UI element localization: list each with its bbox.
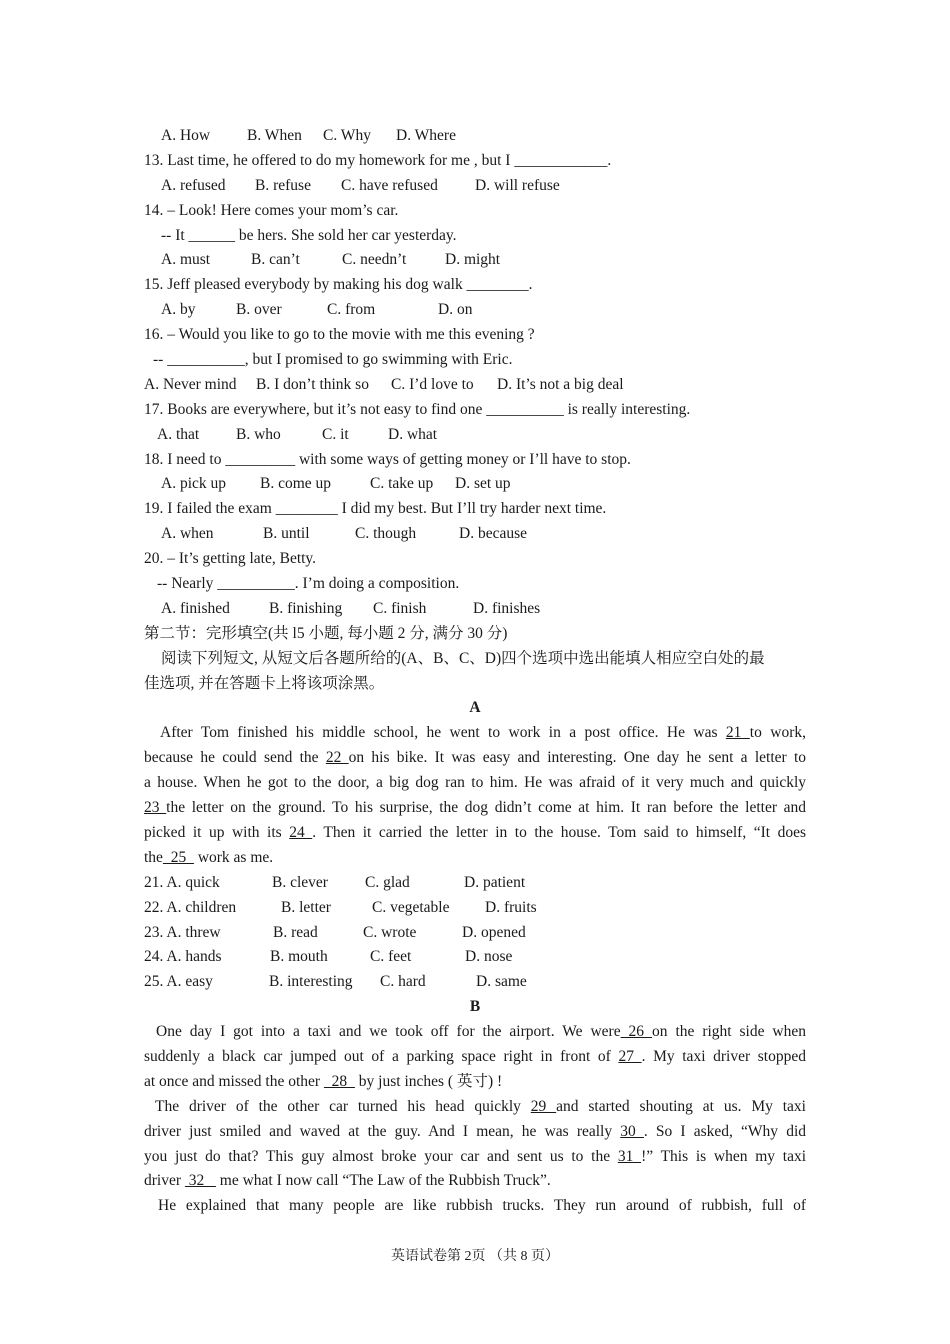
q13-option-c: C. have refused xyxy=(341,176,438,194)
passage-a-line5-rest: . Then it carried the letter in to the house. Tom said to himself, “It does xyxy=(312,823,806,841)
blank-28: 28 xyxy=(323,1072,355,1090)
q12-option-c: C. Why xyxy=(323,127,371,144)
q12-option-b: B. When xyxy=(247,127,302,144)
q12-option-d: D. Where xyxy=(396,127,456,144)
section2-instruction-line1: 阅读下列短文, 从短文后各题所给的(A、B、C、D)四个选项中选出能填人相应空白处的最 xyxy=(161,649,765,667)
passage-b-line4 xyxy=(144,1095,806,1120)
q20-options xyxy=(144,597,806,622)
q17-stem: 17. Books are everywhere, but it’s not easy to find one __________ is really interesting. xyxy=(144,400,691,418)
option-22-b: B. letter xyxy=(281,898,331,916)
passage-b-line4-text: The driver of the other car turned his head quickly xyxy=(155,1097,531,1115)
passage-b-line7-text: driver xyxy=(144,1172,185,1190)
q20-option-c: C. finish xyxy=(373,599,427,617)
q17-options xyxy=(144,423,806,448)
options-23 xyxy=(144,921,806,946)
passage-b-line2-rest: . My taxi driver stopped xyxy=(641,1047,806,1065)
passage-b-line8: He explained that many people are like rubbish trucks. They run around of rubbish, full of xyxy=(158,1197,806,1215)
blank-21: 21 xyxy=(725,724,750,742)
blank-27: 27 xyxy=(618,1047,642,1065)
option-25-d: D. same xyxy=(476,973,527,991)
q13-options xyxy=(144,174,806,199)
q17-option-d: D. what xyxy=(388,425,438,443)
option-25-c: C. hard xyxy=(380,973,426,991)
q19-stem: 19. I failed the exam ________ I did my best. But I’ll try harder next time. xyxy=(144,500,607,518)
passage-b-line6-text: you just do that? This guy almost broke your car and sent us to the xyxy=(144,1147,618,1165)
q20-option-a: A. finished xyxy=(161,599,230,617)
passage-b-line3-rest: by just inches ( 英寸) ! xyxy=(354,1072,503,1090)
q15-option-d: D. on xyxy=(438,301,473,319)
q14-option-b: B. can’t xyxy=(251,251,300,269)
q16-options xyxy=(144,373,806,398)
q20-option-d: D. finishes xyxy=(473,599,541,617)
passage-b-line5-text: driver just smiled and waved at the guy. And I mean, he was really xyxy=(144,1122,621,1140)
option-21-b: B. clever xyxy=(272,873,328,891)
q17-option-c: C. it xyxy=(322,425,349,443)
options-22 xyxy=(144,896,806,921)
q18-option-d: D. set up xyxy=(455,475,511,493)
q16-option-d: D. It’s not a big deal xyxy=(497,375,624,393)
blank-31: 31 xyxy=(617,1147,642,1165)
option-24-b: B. mouth xyxy=(270,948,328,966)
option-24-d: D. nose xyxy=(465,948,513,966)
q16-option-a: A. Never mind xyxy=(144,375,237,393)
passage-b-line6 xyxy=(144,1145,806,1170)
passage-b-heading: B xyxy=(469,998,481,1016)
q15-option-a: A. by xyxy=(161,301,196,319)
passage-b-line5-rest: . So I asked, “Why did xyxy=(643,1122,806,1140)
options-25 xyxy=(144,970,806,995)
blank-29: 29 xyxy=(530,1097,557,1115)
section2-title: 第二节：完形填空(共 l5 小题, 每小题 2 分, 满分 30 分) xyxy=(144,624,508,642)
q15-stem: 15. Jeff pleased everybody by making his dog walk ________. xyxy=(144,276,533,294)
q19-option-a: A. when xyxy=(161,525,214,543)
q14-options xyxy=(144,248,806,273)
q19-option-c: C. though xyxy=(355,525,417,543)
page-footer: 英语试卷第 2页 （共 8 页） xyxy=(391,1249,559,1264)
passage-a-line4-rest: the letter on the ground. To his surprise, the dog didn’t come at him. It ran before the letter and xyxy=(166,799,806,817)
options-21 xyxy=(144,871,806,896)
passage-b-line4-rest: and started shouting at us. My taxi xyxy=(556,1097,806,1115)
blank-24: 24 xyxy=(289,823,313,841)
q19-option-d: D. because xyxy=(459,525,527,543)
passage-a-line3: a house. When he got to the door, a big dog ran to him. He was afraid of it very much and quickly xyxy=(144,774,806,792)
blank-25: 25 xyxy=(162,848,194,866)
q18-stem: 18. I need to _________ with some ways of getting money or I’ll have to stop. xyxy=(144,450,631,468)
section2-instruction-line2: 佳选项, 并在答题卡上将该项涂黑。 xyxy=(144,674,385,692)
exam-page xyxy=(144,124,806,1219)
passage-b-line7 xyxy=(144,1169,806,1194)
q17-option-a: A. that xyxy=(157,425,200,443)
q12-options xyxy=(144,124,806,149)
option-23-c: C. wrote xyxy=(363,923,417,941)
passage-a-line6-text: the xyxy=(144,848,163,866)
q18-option-b: B. come up xyxy=(260,475,332,493)
option-21-a: 21. A. quick xyxy=(144,873,220,891)
option-22-d: D. fruits xyxy=(485,898,537,916)
q13-option-b: B. refuse xyxy=(255,176,311,194)
option-23-a: 23. A. threw xyxy=(144,923,221,941)
q19-option-b: B. until xyxy=(263,525,310,543)
q15-options xyxy=(144,298,806,323)
q20-option-b: B. finishing xyxy=(269,599,343,617)
option-22-c: C. vegetable xyxy=(372,898,450,916)
blank-26: 26 xyxy=(620,1023,652,1041)
option-24-a: 24. A. hands xyxy=(144,948,222,966)
option-23-b: B. read xyxy=(273,923,318,941)
q13-option-a: A. refused xyxy=(161,176,226,194)
passage-b-line5 xyxy=(144,1120,806,1145)
q13-stem: 13. Last time, he offered to do my homework for me , but I ____________. xyxy=(144,151,612,169)
q14-stem: 14. – Look! Here comes your mom’s car. xyxy=(144,201,399,219)
q18-option-c: C. take up xyxy=(370,475,434,493)
passage-b-line3 xyxy=(144,1070,806,1095)
passage-b-line1-rest: on the right side when xyxy=(652,1023,806,1041)
option-25-b: B. interesting xyxy=(269,973,353,991)
q18-options xyxy=(144,472,806,497)
q18-option-a: A. pick up xyxy=(161,475,227,493)
q20-stem2: -- Nearly __________. I’m doing a composition. xyxy=(157,575,460,593)
q17-option-b: B. who xyxy=(236,425,281,443)
passage-a-line2 xyxy=(144,746,806,771)
passage-a-line2-rest: on his bike. It was easy and interesting. One day he sent a letter to xyxy=(348,749,806,767)
option-21-d: D. patient xyxy=(464,873,526,891)
passage-b-line3-text: at once and missed the other xyxy=(144,1072,324,1090)
q14-stem2: -- It ______ be hers. She sold her car yesterday. xyxy=(161,226,457,244)
passage-b-line6-rest: !” This is when my taxi xyxy=(641,1147,806,1165)
option-23-d: D. opened xyxy=(462,923,526,941)
q14-option-a: A. must xyxy=(161,251,211,269)
q15-option-b: B. over xyxy=(236,301,282,319)
passage-a-line1-text: After Tom finished his middle school, he went to work in a post office. He was xyxy=(160,724,726,742)
passage-a-line2-text: because he could send the xyxy=(144,749,326,767)
q16-option-c: C. I’d love to xyxy=(391,375,474,393)
option-24-c: C. feet xyxy=(370,948,412,966)
q16-stem: 16. – Would you like to go to the movie with me this evening ? xyxy=(144,326,535,344)
option-22-a: 22. A. children xyxy=(144,898,237,916)
passage-a-line1-rest: to work, xyxy=(749,724,806,742)
q14-option-c: C. needn’t xyxy=(342,251,407,269)
blank-32: 32 xyxy=(184,1172,216,1190)
passage-a-line5-text: picked it up with its xyxy=(144,823,290,841)
passage-a-line5 xyxy=(144,821,806,846)
passage-b-line7-rest: me what I now call “The Law of the Rubbish Truck”. xyxy=(215,1172,551,1190)
passage-b-line2 xyxy=(144,1045,806,1070)
passage-a-line4 xyxy=(144,796,806,821)
q14-option-d: D. might xyxy=(445,251,501,269)
option-25-a: 25. A. easy xyxy=(144,973,213,991)
q15-option-c: C. from xyxy=(327,301,376,319)
blank-30: 30 xyxy=(620,1122,644,1140)
passage-a-line6 xyxy=(144,846,806,871)
q12-option-a: A. How xyxy=(161,127,211,144)
passage-b-line1 xyxy=(144,1020,806,1045)
passage-a-line6-rest: work as me. xyxy=(193,848,274,866)
passage-a-heading: A xyxy=(469,699,481,717)
q19-options xyxy=(144,522,806,547)
q16-stem2: -- __________, but I promised to go swimming with Eric. xyxy=(153,351,513,369)
blank-22: 22 xyxy=(325,749,349,767)
options-24 xyxy=(144,945,806,970)
q20-stem: 20. – It’s getting late, Betty. xyxy=(144,550,317,568)
passage-b-line1-text: One day I got into a taxi and we took off for the airport. We were xyxy=(156,1023,621,1041)
q13-option-d: D. will refuse xyxy=(475,176,560,194)
passage-a-line1 xyxy=(144,721,806,746)
blank-23: 23 xyxy=(144,799,167,817)
option-21-c: C. glad xyxy=(365,873,410,891)
q16-option-b: B. I don’t think so xyxy=(256,375,369,393)
passage-b-line2-text: suddenly a black car jumped out of a parking space right in front of xyxy=(144,1047,619,1065)
